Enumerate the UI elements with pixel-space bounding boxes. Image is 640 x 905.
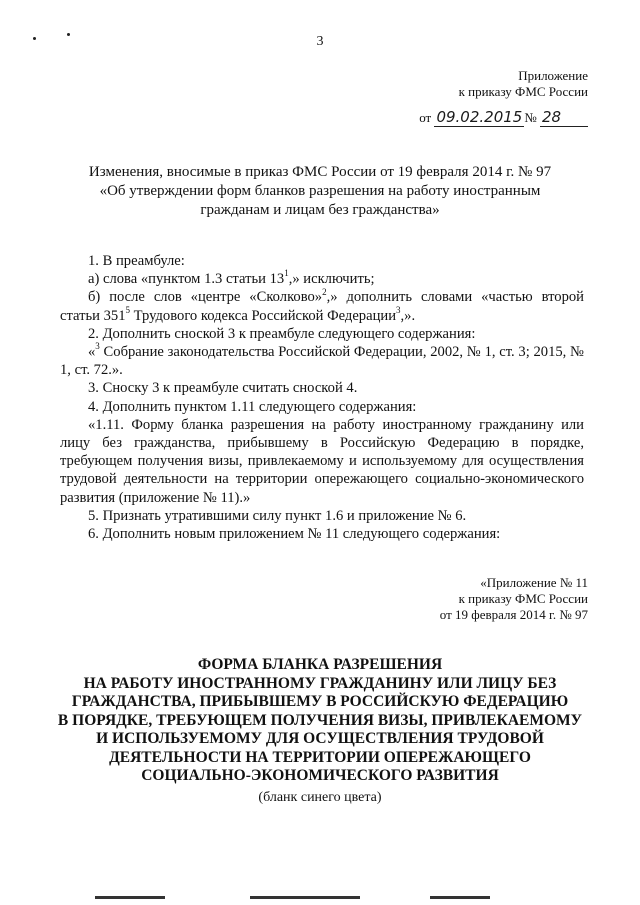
- annex-11-header: [440, 575, 588, 623]
- paragraph: 2. Дополнить сноской 3 к преамбуле следующего содержания:: [88, 325, 476, 342]
- document-body: [60, 252, 584, 543]
- paragraph: 1. В преамбуле:: [88, 253, 185, 269]
- annex-11-line3: от 19 февраля 2014 г. № 97: [439, 607, 588, 622]
- paragraph: «$^3$ Собрание законодательства Российской Федерации, 2002, № 1, ст. 3; 2015, № 1, ст. 72.».: [60, 341, 584, 379]
- form-title-line: НА РАБОТУ ИНОСТРАННОМУ ГРАЖДАНИНУ ИЛИ ЛИЦУ БЕЗ: [83, 674, 557, 692]
- form-title-line: И ИСПОЛЬЗУЕМОМУ ДЛЯ ОСУЩЕСТВЛЕНИЯ ТРУДОВОЙ: [96, 730, 544, 747]
- form-title-line: ФОРМА БЛАНКА РАЗРЕШЕНИЯ: [197, 656, 443, 673]
- paragraph: 5. Признать утратившими силу пункт 1.6 и приложение № 6.: [88, 507, 467, 524]
- scan-edge-mark: [95, 896, 165, 899]
- order-number-sign: №: [524, 110, 537, 125]
- paragraph: 4. Дополнить пунктом 1.11 следующего содержания:: [88, 398, 417, 415]
- order-prefix: от: [419, 110, 432, 125]
- form-title-line: В ПОРЯДКЕ, ТРЕБУЮЩЕМ ПОЛУЧЕНИЯ ВИЗЫ, ПРИВЛЕКАЕМОМУ: [57, 711, 583, 729]
- annex-11-line1: «Приложение № 11: [480, 575, 588, 590]
- footnote-ref: 1: [284, 268, 289, 279]
- scan-edge-mark: [430, 896, 490, 899]
- footnote-ref: 3: [95, 341, 100, 352]
- scan-edge-mark: [250, 896, 360, 899]
- order-reference: [419, 108, 588, 127]
- footnote-ref: 3: [396, 304, 401, 315]
- paragraph: 3. Сноску 3 к преамбуле считать сноской 4.: [88, 380, 358, 397]
- form-title-line: СОЦИАЛЬНО-ЭКОНОМИЧЕСКОГО РАЗВИТИЯ: [141, 767, 499, 784]
- form-subtitle: (бланк синего цвета): [258, 790, 382, 805]
- form-title-line: ДЕЯТЕЛЬНОСТИ НА ТЕРРИТОРИИ ОПЕРЕЖАЮЩЕГО: [109, 748, 531, 766]
- page-number: 3: [316, 34, 324, 49]
- form-title-line: ГРАЖДАНСТВА, ПРИБЫВШЕМУ В РОССИЙСКУЮ ФЕДЕРАЦИЮ: [71, 693, 569, 710]
- document-title: [60, 163, 580, 220]
- paragraph: а) слова «пунктом 1.3 статьи $13^1$,» исключить;: [88, 268, 375, 288]
- annex-header-line2: к приказу ФМС России: [458, 84, 588, 99]
- form-title: [40, 656, 600, 786]
- annex-11-line2: к приказу ФМС России: [458, 591, 588, 606]
- annex-header: [459, 68, 588, 100]
- footnote-ref: 2: [322, 286, 327, 297]
- title-line3: гражданам и лицам без гражданства»: [200, 202, 440, 218]
- paragraph: «1.11. Форму бланка разрешения на работу иностранному гражданину или лицу без гражданства, прибывшему в Российскую Федерацию в порядке, требующем получения визы, привлекаемому и используемому для осуществления трудовой деятельности на территории опережающего социально-экономического развития (приложение № 11).»: [60, 416, 584, 506]
- paragraph: б) после слов «центре «Сколково»$^2$,» дополнить словами «частью второй статьи $351^5$ Трудового кодекса Российской Федерации$^3$,».: [60, 286, 584, 324]
- title-line1: Изменения, вносимые в приказ ФМС России от 19 февраля 2014 г. № 97: [88, 164, 552, 180]
- order-date-handwritten: 09.02.2015: [436, 108, 523, 126]
- paragraph: 6. Дополнить новым приложением № 11 следующего содержания:: [88, 526, 501, 543]
- annex-header-line1: Приложение: [518, 68, 588, 83]
- footnote-ref: 5: [125, 304, 131, 315]
- title-line2: «Об утверждении форм бланков разрешения на работу иностранным: [99, 183, 541, 199]
- order-number-handwritten: 28: [540, 108, 588, 127]
